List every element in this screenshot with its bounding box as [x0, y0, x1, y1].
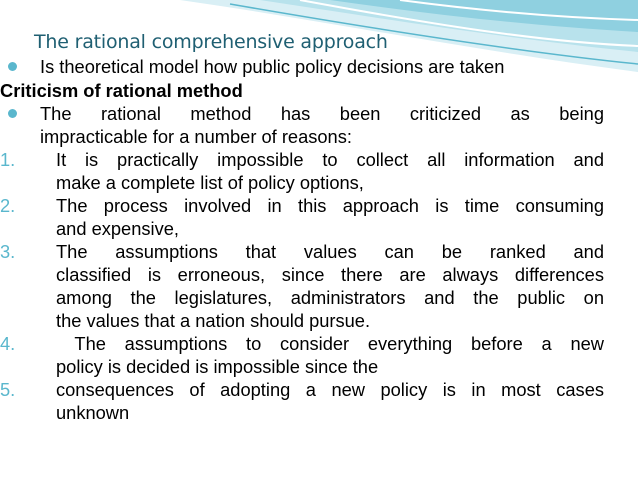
slide-body [0, 55, 604, 424]
list-item-line: classified is erroneous, since there are always differences [56, 264, 604, 285]
list-item-line: The assumptions to consider everything before a new [56, 333, 604, 354]
bullet-icon [8, 109, 17, 118]
list-number: 5. [0, 379, 16, 400]
criticism-bullet [0, 102, 604, 148]
list-number: 1. [0, 149, 16, 170]
section-heading: Criticism of rational method [0, 80, 243, 101]
intro-bullet-text: Is theoretical model how public policy decisions are taken [40, 56, 505, 77]
list-number: 4. [0, 333, 16, 354]
list-item-line: policy is decided is impossible since the [56, 356, 379, 377]
list-item-line: consequences of adopting a new policy is in most cases [56, 379, 604, 400]
list-item-3 [0, 240, 604, 332]
list-item-line: among the legislatures, administrators and the public on [56, 287, 604, 308]
list-item-line: It is practically impossible to collect all information and [56, 149, 604, 170]
criticism-line-1: The rational method has been criticized as being [40, 103, 604, 124]
bullet-icon [8, 62, 17, 71]
intro-bullet [0, 55, 604, 78]
list-item-line: unknown [56, 402, 130, 423]
list-item-line: The process involved in this approach is time consuming [56, 195, 604, 216]
list-item-4 [0, 332, 604, 378]
list-item-line: the values that a nation should pursue. [56, 310, 371, 331]
list-item-1 [0, 148, 604, 194]
list-item-line: make a complete list of policy options, [56, 172, 364, 193]
criticism-line-2: impracticable for a number of reasons: [40, 126, 352, 147]
list-number: 3. [0, 241, 16, 262]
list-item-line: The assumptions that values can be ranked and [56, 241, 604, 262]
list-item-line: and expensive, [56, 218, 179, 239]
list-number: 2. [0, 195, 16, 216]
list-item-2 [0, 194, 604, 240]
list-item-5 [0, 378, 604, 424]
slide-title: The rational comprehensive approach [34, 31, 388, 53]
